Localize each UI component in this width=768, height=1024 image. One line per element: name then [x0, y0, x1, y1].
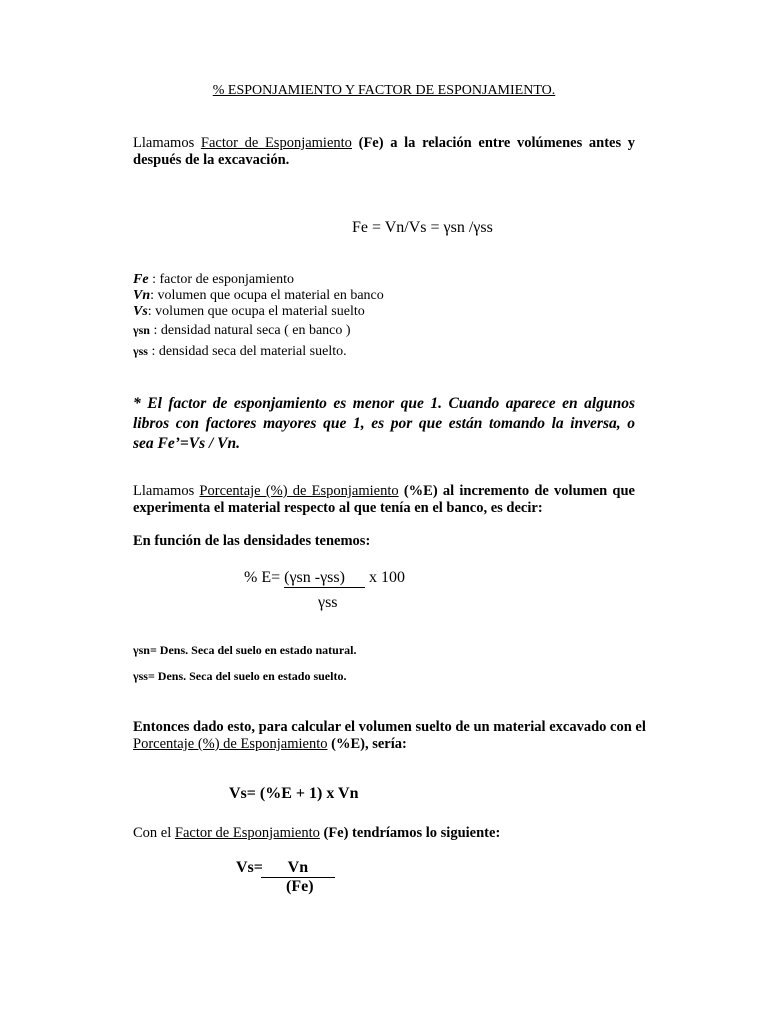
- formula-lhs: % E=: [244, 569, 281, 586]
- definition-symbol: Vn: [133, 288, 151, 303]
- term-porcentaje-esponjamiento: Porcentaje (%) de Esponjamiento: [133, 736, 328, 752]
- definition-text: : factor de esponjamiento: [148, 272, 294, 287]
- paragraph-rest: (%E) al incremento de volumen que: [403, 483, 635, 499]
- paragraph-line: Entonces dado esto, para calcular el volumen suelto de un material excavado con el: [133, 719, 646, 735]
- definition-symbol: γss: [133, 344, 148, 358]
- definition-item: [133, 343, 384, 360]
- paragraph-rest: (Fe) a la relación entre volúmenes antes y: [358, 135, 636, 151]
- paragraph-lead: Llamamos: [133, 135, 195, 151]
- formula-numerator: (γsn -γss): [284, 569, 365, 588]
- formula-vs-percent: Vs= (%E + 1) x Vn: [229, 785, 359, 802]
- paragraph-volume-calc: [133, 719, 646, 753]
- legend-item: [133, 669, 356, 683]
- formula-multiplier: x 100: [368, 569, 405, 586]
- definition-item: [133, 322, 384, 339]
- paragraph-lead: Con el: [133, 825, 172, 841]
- formula-fe: Fe = Vn/Vs = γsn /γss: [352, 219, 493, 236]
- document-title: % ESPONJAMIENTO Y FACTOR DE ESPONJAMIENTO.: [212, 83, 556, 98]
- paragraph-rest: (Fe) tendríamos lo siguiente:: [323, 825, 501, 841]
- paragraph-percentage-definition: [133, 483, 635, 517]
- formula-percent-e: [244, 569, 405, 588]
- definitions-list: [133, 272, 384, 360]
- paragraph-line: [133, 135, 635, 152]
- definition-symbol: Vs: [133, 304, 148, 319]
- formula-numerator: Vn: [261, 859, 335, 878]
- note-line: sea Fe’=Vs / Vn.: [133, 435, 241, 452]
- definition-symbol: γsn: [133, 323, 150, 337]
- legend-text: = Dens. Seca del suelo en estado suelto.: [147, 669, 347, 683]
- legend-item: [133, 643, 356, 657]
- definition-text: : volumen que ocupa el material suelto: [147, 304, 365, 319]
- paragraph-line: después de la excavación.: [133, 152, 290, 168]
- formula-vs-factor: [236, 859, 335, 878]
- term-factor-esponjamiento: Factor de Esponjamiento: [174, 825, 320, 841]
- formula-denominator: γss: [318, 594, 338, 611]
- definition-item: [133, 304, 384, 320]
- paragraph-line: experimenta el material respecto al que tenía en el banco, es decir:: [133, 500, 543, 516]
- paragraph-densities-intro: En función de las densidades tenemos:: [133, 533, 371, 549]
- density-legend: [133, 643, 356, 683]
- note-inverse-factor: [133, 394, 635, 454]
- note-line: libros con factores mayores que 1, es por que están tomando la inversa, o: [133, 415, 635, 432]
- definition-text: : densidad seca del material suelto.: [147, 344, 347, 359]
- term-factor-esponjamiento: Factor de Esponjamiento: [200, 135, 352, 151]
- definition-item: [133, 288, 384, 304]
- formula-denominator: (Fe): [286, 878, 314, 895]
- legend-text: = Dens. Seca del suelo en estado natural.: [149, 643, 357, 657]
- definition-text: : volumen que ocupa el material en banco: [150, 288, 384, 303]
- paragraph-line: [133, 483, 635, 500]
- paragraph-lead: Llamamos: [133, 483, 195, 499]
- definition-item: [133, 272, 384, 288]
- paragraph-line: [133, 736, 635, 753]
- definition-text: : densidad natural seca ( en banco ): [149, 323, 351, 338]
- definition-symbol: Fe: [133, 272, 149, 287]
- legend-symbol: γss: [133, 669, 148, 683]
- term-porcentaje-esponjamiento: Porcentaje (%) de Esponjamiento: [199, 483, 399, 499]
- note-line: * El factor de esponjamiento es menor que 1. Cuando aparece en algunos: [133, 395, 635, 412]
- paragraph-rest: (%E), sería:: [331, 736, 407, 752]
- formula-lhs: Vs=: [236, 859, 263, 876]
- legend-symbol: γsn: [133, 643, 150, 657]
- paragraph-factor-usage: [133, 825, 500, 842]
- paragraph-factor-definition: [133, 135, 635, 169]
